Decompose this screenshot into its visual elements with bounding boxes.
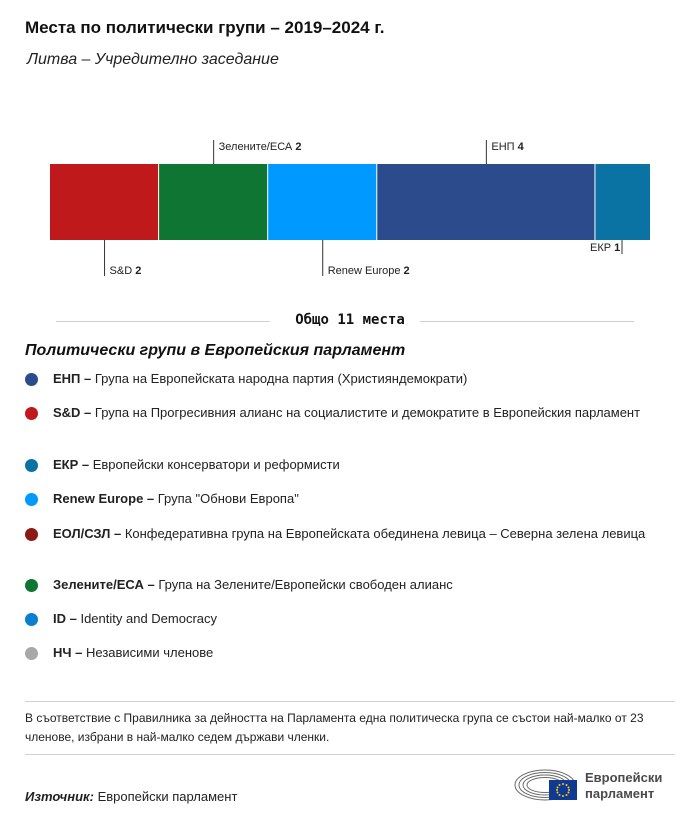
- legend-dot-icon: [25, 373, 38, 386]
- legend-desc: Европейски консерватори и реформисти: [92, 457, 340, 472]
- legend-dot-icon: [25, 579, 38, 592]
- legend-desc: Конфедеративна група на Европейската обединена левица – Северна зелена левица: [124, 526, 646, 541]
- logo-line-2: парламент: [585, 786, 655, 801]
- source-value: Европейски парламент: [97, 789, 238, 804]
- legend-dot-icon: [25, 407, 38, 420]
- legend-text: [53, 610, 653, 628]
- legend-title: Политически групи в Европейския парламент: [25, 342, 406, 359]
- legend-abbr: НЧ –: [53, 645, 86, 660]
- seat-bar-chart: [0, 130, 700, 290]
- legend-text: [53, 456, 653, 474]
- legend-desc: Група на Зелените/Европейски свободен алианс: [158, 577, 453, 592]
- legend-abbr: ID –: [53, 611, 81, 626]
- bar-segment-зелените-еса: [159, 164, 267, 240]
- chart-subtitle: Литва – Учредително заседание: [27, 51, 279, 68]
- legend-text: [53, 404, 653, 422]
- legend-desc: Група на Прогресивния алианс на социалистите и демократите в Европейския парламент: [94, 405, 641, 420]
- legend-text: [53, 644, 653, 662]
- total-seats-label: Общо 11 места: [285, 312, 415, 328]
- legend-desc: Identity and Democracy: [80, 611, 218, 626]
- bar-label-енп: ЕНП 4: [491, 141, 524, 153]
- legend-abbr: ЕНП –: [53, 371, 95, 386]
- legend-desc: Група "Обнови Европа": [157, 491, 299, 506]
- legend-abbr: Зелените/ЕСА –: [53, 577, 159, 592]
- total-seats: [0, 312, 700, 328]
- european-parliament-logo: [513, 765, 678, 805]
- parliament-hemicycle-icon: [513, 765, 581, 805]
- legend-text: [53, 525, 653, 543]
- legend-dot-icon: [25, 647, 38, 660]
- logo-text: [585, 770, 662, 802]
- footnote: В съответствие с Правилника за дейността на Парламента една политическа група се състои най-малко от 23 членове, избрани в най-малко седем държави членки.: [25, 711, 644, 744]
- logo-line-1: Европейски: [585, 770, 663, 785]
- bar-label-s-d: S&D 2: [109, 265, 142, 277]
- bar-segment-renew-europe: [268, 164, 376, 240]
- bar-segment-енп: [377, 164, 594, 240]
- chart-title: Места по политически групи – 2019–2024 г.: [25, 18, 385, 37]
- source-label: Източник:: [25, 789, 94, 804]
- legend-abbr: ЕКР –: [53, 457, 93, 472]
- legend-dot-icon: [25, 613, 38, 626]
- bar-segment-s-d: [50, 164, 158, 240]
- legend-dot-icon: [25, 493, 38, 506]
- legend-abbr: Renew Europe –: [53, 491, 158, 506]
- legend-abbr: S&D –: [53, 405, 95, 420]
- footnote-divider-bottom: [25, 754, 675, 755]
- bar-label-зелените-еса: Зелените/ЕСА 2: [218, 141, 302, 153]
- legend-dot-icon: [25, 459, 38, 472]
- legend-desc: Независими членове: [85, 645, 214, 660]
- footnote-divider-top: [25, 701, 675, 702]
- legend-text: [53, 370, 653, 388]
- legend-abbr: ЕОЛ/СЗЛ –: [53, 526, 125, 541]
- source: [25, 789, 237, 804]
- bar-label-renew-europe: Renew Europe 2: [327, 265, 410, 277]
- bar-segment-екр: [595, 164, 650, 240]
- legend-text: [53, 490, 653, 508]
- legend-desc: Група на Европейската народна партия (Християндемократи): [94, 371, 468, 386]
- bar-label-екр: ЕКР 1: [590, 242, 621, 254]
- legend-dot-icon: [25, 528, 38, 541]
- legend-text: [53, 576, 653, 594]
